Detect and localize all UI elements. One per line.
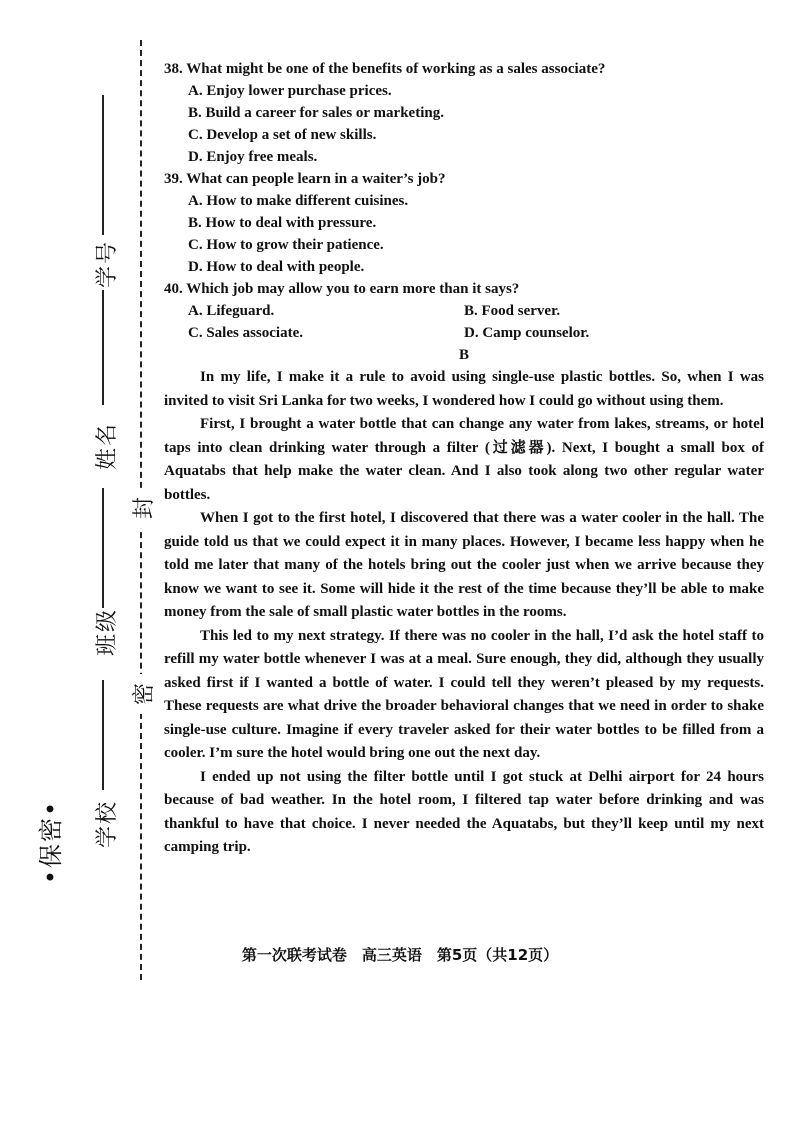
option-c: C. How to grow their patience. bbox=[188, 237, 384, 253]
option-row bbox=[188, 322, 764, 344]
question-39 bbox=[164, 168, 764, 278]
option-a: A. Lifeguard. bbox=[188, 303, 275, 319]
name-underline bbox=[102, 290, 104, 405]
seal-char-mi: 密 bbox=[123, 674, 155, 714]
class-label: 班级 bbox=[95, 608, 120, 657]
passage-paragraph: When I got to the first hotel, I discovered that there was a water cooler in the hall. The guide told us that we could expect it in many places. However, I became less happy when he told me later that many of the hotels bring out the cooler just when we arrive because they know we want to see it. Some will hide it the rest of the time because they’ll be able to make money from the sale of small plastic water bottles in the rooms. bbox=[164, 510, 764, 620]
school-underline bbox=[102, 680, 104, 790]
passage-paragraph: In my life, I make it a rule to avoid using single-use plastic bottles. So, when I was invited to visit Sri Lanka for two weeks, I wondered how I could go without using them. bbox=[164, 369, 764, 409]
option-b: B. How to deal with pressure. bbox=[188, 215, 377, 231]
question-stem: 39. What can people learn in a waiter’s job? bbox=[164, 171, 446, 187]
class-underline bbox=[102, 488, 104, 608]
option-d: D. Enjoy free meals. bbox=[188, 149, 318, 165]
option-b: B. Build a career for sales or marketing. bbox=[188, 105, 444, 121]
question-stem: 40. Which job may allow you to earn more than it says? bbox=[164, 281, 520, 297]
option-d: D. How to deal with people. bbox=[188, 259, 365, 275]
option-d: D. Camp counselor. bbox=[464, 325, 590, 341]
student-id-underline bbox=[102, 95, 104, 235]
option-b: B. Food server. bbox=[464, 303, 561, 319]
passage-paragraph: First, I brought a water bottle that can change any water from lakes, streams, or hotel taps into clean drinking water through a filter (过滤器). Next, I bought a small box of Aquatabs that help make the water clean. And I also took along two other regular water bottles. bbox=[164, 416, 764, 503]
option-a: A. Enjoy lower purchase prices. bbox=[188, 83, 392, 99]
exam-content bbox=[164, 58, 764, 860]
seal-char-feng: 封 bbox=[123, 488, 155, 528]
question-stem: 38. What might be one of the benefits of working as a sales associate? bbox=[164, 61, 606, 77]
option-c: C. Sales associate. bbox=[188, 325, 303, 341]
passage-paragraph: I ended up not using the filter bottle until I got stuck at Delhi airport for 24 hours because of bad weather. In the hotel room, I filtered tap water before drinking and was thankful to have that choice. I never needed the Aquatabs, but they’ll keep until my next camping trip. bbox=[164, 768, 764, 855]
question-38 bbox=[164, 58, 764, 168]
option-c: C. Develop a set of new skills. bbox=[188, 127, 377, 143]
student-id-label: 学号 bbox=[95, 240, 120, 289]
question-40 bbox=[164, 278, 764, 344]
confidential-label: •保密• bbox=[37, 799, 65, 885]
passage-paragraph: This led to my next strategy. If there was no cooler in the hall, I’d ask the hotel staff to refill my water bottle whenever I was at a meal. Sure enough, they did, although they usually asked first if I wanted a bottle of water. I could tell they weren’t pleased by my requests. These requests are what drive the broader behavioral changes that we need in order to shake single-use culture. Imagine if every traveler asked for their water bottles to be filled from a cooler. I’m sure the hotel would bring one out the next day. bbox=[164, 627, 764, 761]
option-a: A. How to make different cuisines. bbox=[188, 193, 409, 209]
page-footer: 第一次联考试卷 高三英语 第5页（共12页） bbox=[241, 946, 559, 964]
school-label: 学校 bbox=[95, 800, 120, 849]
name-label: 姓名 bbox=[95, 422, 120, 471]
option-row bbox=[188, 300, 764, 322]
section-label: B bbox=[458, 347, 469, 363]
